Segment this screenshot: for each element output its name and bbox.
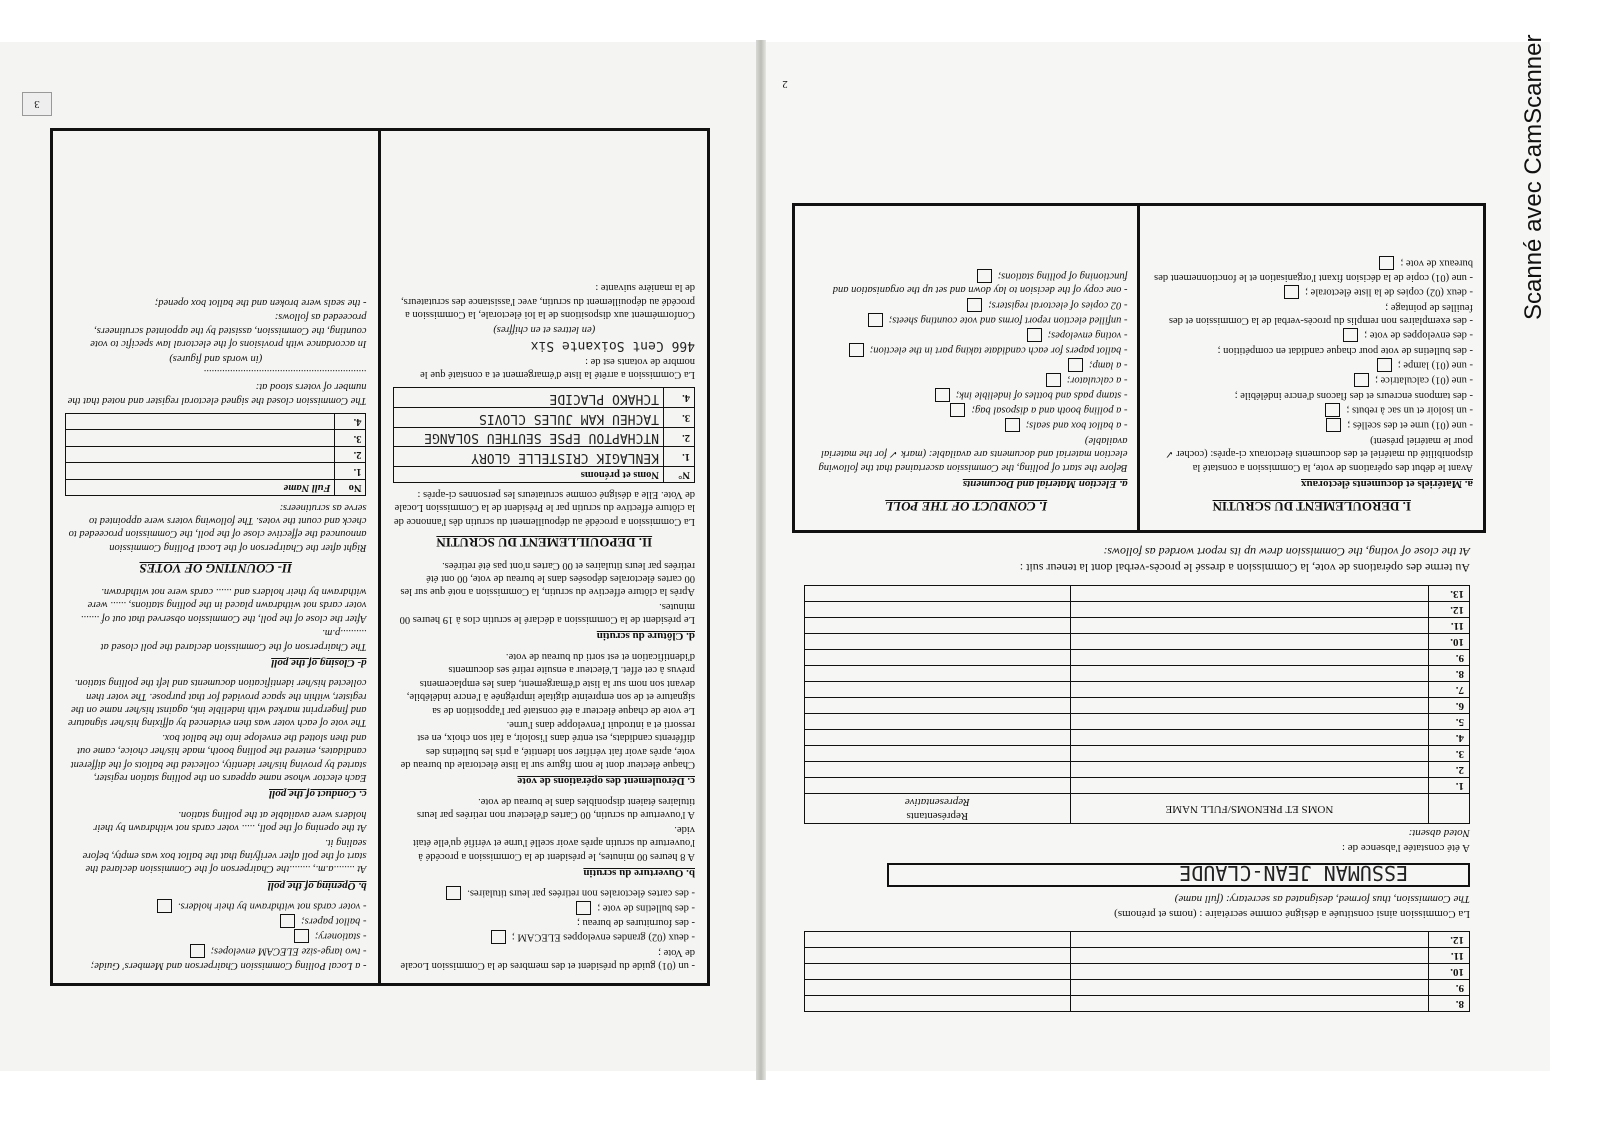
paragraph: Le vote de chaque électeur a été constaté par l'apposition de sa signature et de son empreinte digitale imprégnée à l'encre indélébile, devant son nom sur la liste d'émargement, dans les emplacements prévus à cet effet. L'électeur a ensuite retiré ses documents d'identification et est sorti du bureau de vote. [406, 650, 695, 716]
book-spine [756, 40, 766, 1080]
secretary-name-field[interactable]: ESSUMAN JEAN-CLAUDE [887, 863, 1470, 887]
section-heading: c. Conduct of the poll [269, 788, 367, 801]
closing-statement-fr: Au terme des opérations de vote, la Commission a dressé le procès-verbal dont la teneur suit : [1019, 561, 1470, 576]
material-item: - unfilled election report forms and vote counting sheets; [805, 313, 1128, 327]
paragraph: Each elector whose name appears on the polling station register, started by proving his/her identity, collected the ballots of the different candidates, entered the polling booth, made his/her choice, came out and then slotted the envelope into the ballot box. [70, 731, 367, 784]
table-row: 8. [804, 996, 1469, 1012]
material-item: - ballot papers for each candidate taking part in the election; [805, 343, 1128, 357]
section-heading: I. DEROULEMENT DU SCRUTIN [1212, 499, 1411, 515]
table-row: 3. [804, 746, 1469, 762]
checkbox[interactable] [1068, 358, 1083, 372]
paragraph: Conformément aux dispositions de la loi électorale, la Commission a procédé au dépouillement du scrutin, avec l'assistance des scrutateurs, de la manière suivante : [400, 282, 695, 321]
hint: (en lettres et en chiffres) [493, 323, 596, 335]
material-item: - a ballot box and seals; [805, 418, 1128, 432]
section-heading: a. Election Material and Documents [962, 478, 1128, 491]
table-row: 2. [804, 762, 1469, 778]
table-row: 4. [804, 730, 1469, 746]
material-item: - un (01) guide du président et des membres de la Commission Locale de Vote ; [400, 946, 695, 971]
secretary-label-fr: La Commission ainsi constituée a désigné comme secrétaire : (noms et prénoms) [1114, 908, 1470, 920]
paragraph: The vote of each voter was then evidenced by affixing his/her signature and fingerprint marked with indelible ink, against his/her name on the register, within the space provided for that purpose. The voter then collected his/her identification documents and left the polling station. [68, 677, 367, 729]
checkbox[interactable] [1046, 373, 1061, 387]
table-row: 12. [804, 602, 1469, 618]
material-item: - des tampons encreurs et des flacons d'encre indélébile ; [1234, 389, 1473, 401]
paragraph: La Commission a arrêté la liste d'émargement et a constaté que le nombre de votants est de : [420, 355, 695, 381]
left-page-form [50, 128, 710, 986]
page-number-right: 2 [782, 78, 788, 90]
en-box [795, 206, 1141, 530]
material-item: - a calculator; [805, 373, 1128, 387]
checkbox[interactable] [950, 403, 965, 417]
checkbox[interactable] [190, 944, 205, 958]
checkbox[interactable] [868, 313, 883, 327]
checkbox[interactable] [849, 343, 864, 357]
section-heading: b. Opening of the poll [267, 879, 367, 892]
checkbox[interactable] [1027, 328, 1042, 342]
material-item: - des bulletins de vote ; [394, 901, 696, 915]
checkbox[interactable] [280, 914, 295, 928]
table-row: 9. [804, 650, 1469, 666]
paragraph: After the close of the poll, the Commission observed that out of ....... voter cards not withdrawn placed in the polling stations, ...... were withdrawn by their holders and ...... cards were not withdrawn. [80, 585, 367, 624]
material-item: - des fournitures de bureau ; [576, 917, 695, 929]
section-heading: b. Ouverture du scrutin [583, 866, 695, 879]
checkbox[interactable] [446, 886, 461, 900]
material-item: - a polling booth and a disposal bag; [805, 403, 1128, 417]
material-item: - une (01) lampe ; [1151, 358, 1474, 372]
page-number-left: 3 [22, 92, 52, 116]
table-row: 11. [804, 618, 1469, 634]
section-heading: II. DEPOUILLEMENT DU SCRUTIN [436, 535, 653, 551]
material-item: - un isoloir et un sac à rebuts ; [1151, 403, 1474, 417]
paragraph: At the opening of the poll, ..... voter cards not withdrawn by their holders were available at the polling station. [93, 808, 367, 834]
paragraph: La Commission a procédé au dépouillement du scrutin dès l'annonce de la clôture effective du scrutin par le Président de la Commission Locale de Vote. Elle a désigné comme scrutateurs les personnes ci-après : [393, 488, 695, 527]
absence-label-en: Noted absent: [1408, 827, 1470, 840]
paragraph: Before the start of polling, the Commission ascertained that the following election material and documents are available: (mark ✓ for the material available) [818, 434, 1128, 473]
paragraph: A 8 heures 00 minutes, le président de la Commission a procédé à l'ouverture du scrutin après avoir scellé l'urne et vérifié qu'elle était vide. [412, 823, 695, 862]
section-heading: II- COUNTING OF VOTES [139, 561, 293, 577]
material-item: - one copy of the decision to lay down and set up the organisation and functioning of polling stations; [832, 270, 1128, 296]
material-item: - stamp pads and bottles of indelible ink; [805, 388, 1128, 402]
scrutineers-table: N° Noms et prénoms 1. KENLAGIK CRISTELLE GLORY 2. NTCHAPTOU EPSE SEUTHEU SOLANGE 3. TACHEU KAM JULES CLOVIS 4. TCHAKO PLACIDE [394, 387, 696, 483]
material-item: - voting envelopes; [805, 328, 1128, 342]
paragraph: A l'ouverture du scrutin, 00 Cartes d'électeur non retirées par leurs titulaires étaient disponibles dans le bureau de vote. [416, 795, 695, 821]
material-item: - deux (02) grandes enveloppes ELECAM ; [394, 930, 696, 944]
right-page-form [792, 112, 1486, 1012]
table-row: 9. [804, 980, 1469, 996]
material-item: - stationery; [65, 929, 367, 943]
checkbox[interactable] [1377, 358, 1392, 372]
material-item: - une (01) urne et des scellés ; [1151, 418, 1474, 432]
checkbox[interactable] [1325, 403, 1340, 417]
checkbox[interactable] [491, 930, 506, 944]
section-heading: I. CONDUCT OF THE POLL [885, 499, 1048, 515]
fr-box [1141, 206, 1484, 530]
material-item: - des bulletins de vote pour chaque candidat en compétition ; [1217, 345, 1473, 357]
paragraph: - the seals were broken and the ballot box opened; [154, 296, 367, 308]
material-item: - ballot papers; [65, 914, 367, 928]
table-row: 10. [804, 964, 1469, 980]
material-item: - a lamp; [805, 358, 1128, 372]
material-item: - two large-size ELECAM envelopes; [65, 944, 367, 958]
checkbox[interactable] [1326, 418, 1341, 432]
checkbox[interactable] [977, 269, 992, 283]
checkbox[interactable] [294, 929, 309, 943]
paragraph: Le président de la Commission a déclaré le scrutin clos à 19 heures 00 minutes. [399, 600, 695, 626]
checkbox[interactable] [1005, 418, 1020, 432]
paragraph: In accordance with provisions of the electoral law specific to vote counting, the Commission, assisted by the appointed scrutineers, proceeded as follows: [90, 311, 367, 350]
section-heading: d. Clôture du scrutin [596, 630, 695, 643]
camscanner-watermark: Scanné avec CamScanner [1520, 34, 1547, 320]
table-row: 1. [804, 778, 1469, 794]
material-item: - une (01) copie de la décision fixant l'organisation et le fonctionnement des bureaux de vote ; [1154, 258, 1473, 284]
material-item: - des cartes électorales non retirées par leurs titulaires. [394, 886, 696, 900]
paragraph: Avant le début des opérations de vote, la Commission a constaté la disponibilité du matériel et des documents électoraux ci-après: (cocher ✓ pour le matériel présent) [1164, 434, 1473, 473]
table-row: 8. [804, 666, 1469, 682]
table-row: 10. [804, 634, 1469, 650]
material-item: - une (01) calculatrice ; [1151, 373, 1474, 387]
material-item: - des exemplaires non remplis du procès-verbal de la Commission et des feuilles de pointage ; [1168, 301, 1473, 327]
material-item: - des enveloppes de vote ; [1151, 328, 1474, 342]
checkbox[interactable] [576, 901, 591, 915]
table-row: 7. [804, 682, 1469, 698]
material-item: - deux (02) copies de la liste électorale ; [1151, 285, 1474, 299]
checkbox[interactable] [1343, 328, 1358, 342]
handwritten-name: NTCHAPTOU EPSE SEUTHEU SOLANGE [394, 427, 664, 447]
paragraph: Chaque électeur dont le nom figure sur la liste électorale du bureau de vote, après avoir fait vérifier son identité, a pris les bulletins des différents candidats, est entré dans l'isoloir, a fait son choix, en est ressorti et a introduit l'enveloppe dans l'urne. [400, 719, 695, 771]
checkbox[interactable] [157, 899, 172, 913]
conduct-of-poll-box [792, 203, 1486, 533]
voters-count-handwritten: 466 Cent Soixante Six [530, 338, 695, 354]
material-item: - 02 copies of electoral registers; [805, 298, 1128, 312]
table-row: 13. [804, 586, 1469, 602]
material-item: - voter cards not withdrawn by their holders. [65, 899, 367, 913]
handwritten-name: TACHEU KAM JULES CLOVIS [394, 407, 664, 427]
paragraph: The Commission closed the signed electoral register and noted that the number of voters stood at: [67, 381, 367, 406]
checkbox[interactable] [935, 388, 950, 402]
members-table-continued [804, 931, 1470, 1012]
table-row: 12. [804, 932, 1469, 948]
paragraph: Right after the Chairperson of the Local Polling Commission announced the effective close of the poll, the Commission proceeded to check and count the votes. The following voters were appointed to serve as scrutineers: [68, 501, 367, 553]
scrutineers-table: No Full Name 1. 2. 3. 4. [65, 413, 367, 496]
section-heading: d- Closing of the poll [271, 656, 367, 669]
fr-column [382, 131, 708, 983]
paragraph: Après la clôture effective du scrutin, la Commission a noté que sur les 00 cartes électorales déposées dans le bureau de vote, 00 ont été retirées par leurs titulaires et 00 Cartes n'ont pas été retirées. [400, 559, 695, 598]
en-column: - a Local Polling Commission Chairperson and Members' Guide; - two large-size ELECAM envelopes; - stationery; - ballot papers; - voter cards not withdrawn by their holders. b. Opening of the poll At ........a.m., ........the Chairperson of the Commission declared the start of the poll after verifying that the ballot box was empty, before sealing it. At the opening of the poll, ..... voter cards not withdrawn by their holders were available at the polling station. c. Conduct of the poll Each elector whose name appears on the polling station register, started by proving his/her identity, collected the ballots of the different candidates, entered the polling booth, made his/her choice, came out and then slotted the envelope into the ballot box. The vote of each voter was then evidenced by affixing his/her signature and fingerprint marked with indelible ink, against his/her name on the register, within the space provided for that purpose. The voter then collected his/her identification documents and left the polling station. d- Closing of the poll The Chairperson of the Commission declared the poll closed at ..........p.m. After the close of the poll, the Commission observed that out of ....... voter cards not withdrawn placed in the polling stations, ...... were withdrawn by their holders and ...... cards were not withdrawn. II- COUNTING OF VOTES Right after the Chairperson of the Local Polling Commission announced the effective close of the poll, the Commission proceeded to check and count the votes. The following voters were appointed to serve as scrutineers: No Full Name 1. 2. 3. 4. The Commission closed the signed electoral register and noted that the number of voters stood at: .............................................................. (in words and figures) In accordance with provisions of the electoral law specific to vote counting, the Commission, assisted by the appointed scrutineers, proceeded as follows: - the seals were broken and the ballot box opened; [53, 131, 382, 983]
hint: (in words and figures) [169, 352, 263, 364]
handwritten-name: KENLAGIK CRISTELLE GLORY [394, 447, 664, 467]
closing-statement-en: At the close of voting, the Commission drew up its report worded as follows: [1103, 544, 1470, 559]
table-row: 5. [804, 714, 1469, 730]
table-row: 11. [804, 948, 1469, 964]
material-item: - a Local Polling Commission Chairperson and Members' Guide; [90, 960, 367, 971]
checkbox[interactable] [967, 298, 982, 312]
paragraph: At ........a.m., ........the Chairperson of the Commission declared the start of the poll after verifying that the ballot box was empty, before sealing it. [82, 836, 367, 875]
paragraph: The Chairperson of the Commission declared the poll closed at ..........p.m. [100, 627, 367, 652]
section-heading: c. Déroulement des opérations de vote [517, 775, 695, 788]
handwritten-name: TCHAKO PLACIDE [394, 388, 664, 408]
checkbox[interactable] [1379, 256, 1394, 270]
section-heading: a. Matériels et documents électoraux [1301, 478, 1473, 491]
checkbox[interactable] [1284, 285, 1299, 299]
absence-label-fr: A été constatée l'absence de : [1341, 842, 1470, 855]
absence-table: NOMS ET PRENOMS/FULL NAME Représentants Representative 1. 2. 3. 4. 5. 6. 7. 8. 9. 10. 11. 12. 13. [804, 585, 1470, 824]
checkbox[interactable] [1354, 373, 1369, 387]
secretary-label-en: The Commission, thus formed, designated as secretary: (full name) [1174, 892, 1470, 905]
table-row: 6. [804, 698, 1469, 714]
